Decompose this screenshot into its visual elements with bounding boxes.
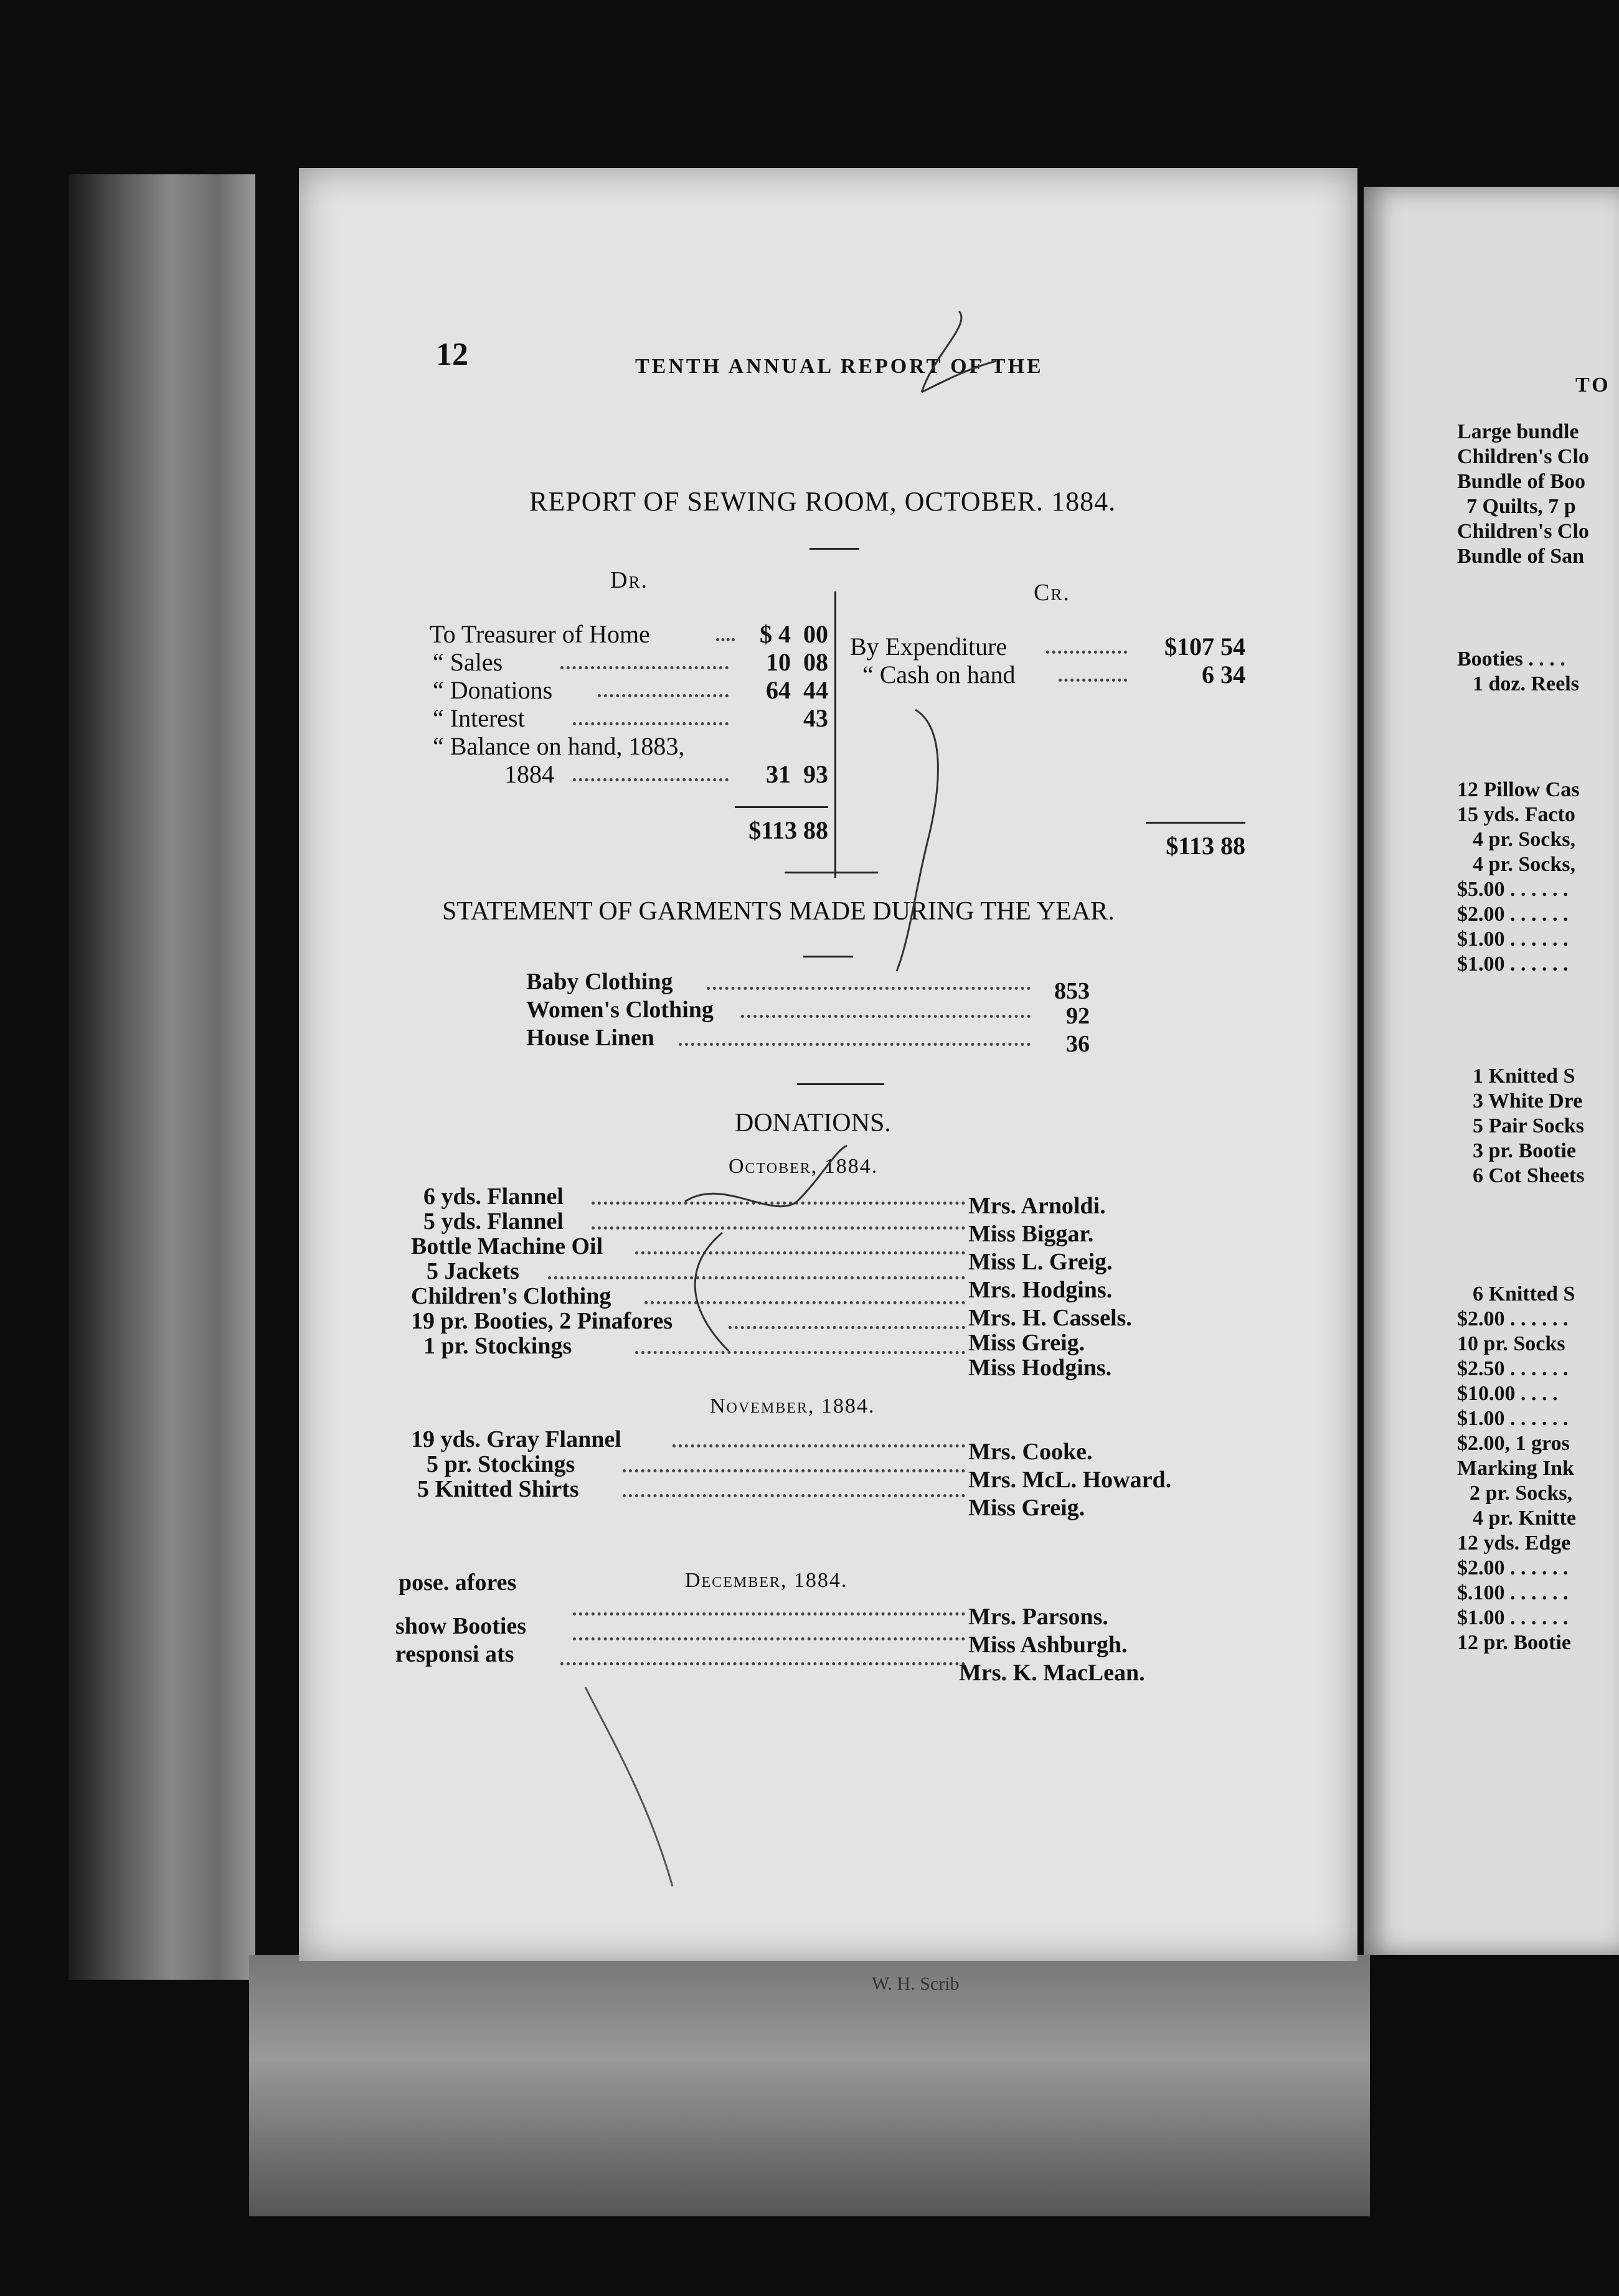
donor-name: Miss Ashburgh.	[968, 1632, 1128, 1658]
dr-row-label: 1884	[504, 760, 554, 788]
right-page-line: 4 pr. Socks,	[1473, 853, 1576, 876]
donation-item: 5 pr. Stockings	[427, 1451, 575, 1477]
dr-row-dollars: 31	[766, 760, 791, 788]
cr-total: $113 88	[1166, 832, 1245, 860]
donation-item: 6 yds. Flannel	[423, 1183, 564, 1210]
bottom-page-edge	[249, 1955, 1370, 2216]
right-page-line: $2.00 . . . . . .	[1457, 1307, 1569, 1330]
pencil-marks	[299, 168, 1357, 1961]
dr-row-label: “ Donations	[433, 676, 553, 704]
donations-title: DONATIONS.	[735, 1109, 891, 1137]
right-page-line: 1 doz. Reels	[1473, 672, 1579, 695]
book-binding	[68, 174, 255, 1980]
garment-label: Baby Clothing	[526, 969, 673, 995]
donor-name: Mrs. Arnoldi.	[968, 1193, 1106, 1219]
donation-item: 1 pr. Stockings	[423, 1333, 572, 1359]
cr-row-label: “ Cash on hand	[862, 661, 1016, 689]
donor-name: Miss Greig.	[968, 1330, 1085, 1356]
right-page-line: Marking Ink	[1457, 1457, 1574, 1480]
dr-row-cents: 93	[803, 760, 828, 788]
dr-heading: Dr.	[610, 567, 648, 593]
right-page-line: $2.00 . . . . . .	[1457, 903, 1569, 926]
garment-count: 853	[1054, 978, 1090, 1004]
right-page-line: 4 pr. Socks,	[1473, 828, 1576, 851]
donor-name: Miss Biggar.	[968, 1221, 1094, 1247]
donor-name: Miss L. Greig.	[968, 1249, 1113, 1275]
donation-item: 19 pr. Booties, 2 Pinafores	[411, 1308, 673, 1334]
dr-row-dollars: $ 4	[760, 620, 791, 648]
month-heading-october: October, 1884.	[729, 1155, 879, 1178]
donor-name: Miss Greig.	[968, 1495, 1085, 1521]
right-page-line: $1.00 . . . . . .	[1457, 953, 1569, 976]
right-page-line: 12 pr. Bootie	[1457, 1631, 1571, 1654]
right-page-line: 6 Knitted S	[1473, 1282, 1575, 1306]
dr-row-cents: 44	[803, 676, 828, 704]
donation-item: 5 Jackets	[427, 1258, 519, 1284]
right-page-line: 15 yds. Facto	[1457, 803, 1575, 826]
right-page-line: 12 Pillow Cas	[1457, 778, 1580, 801]
donation-item: pose. afores	[399, 1569, 517, 1596]
right-page-line: 4 pr. Knitte	[1473, 1507, 1576, 1530]
right-page-line: $2.00, 1 gros	[1457, 1432, 1570, 1455]
dr-row-label: To Treasurer of Home	[430, 620, 650, 648]
donation-item: 19 yds. Gray Flannel	[411, 1426, 621, 1452]
running-title: TENTH ANNUAL REPORT OF THE	[635, 355, 1044, 378]
right-page-line: $10.00 . . . .	[1457, 1382, 1558, 1405]
donation-item: Children's Clothing	[411, 1283, 611, 1309]
cr-row-label: By Expenditure	[850, 633, 1008, 661]
right-page-line: 10 pr. Socks	[1457, 1332, 1565, 1355]
donation-item: Bottle Machine Oil	[411, 1233, 603, 1259]
right-page-line: Children's Clo	[1457, 520, 1589, 543]
garment-label: Women's Clothing	[526, 997, 714, 1023]
right-page-line: 5 Pair Socks	[1473, 1114, 1584, 1137]
dr-row-cents: 43	[803, 704, 828, 732]
right-page-line: 12 yds. Edge	[1457, 1531, 1571, 1555]
cr-row-amount: $107 54	[1164, 633, 1245, 661]
donation-item: show Booties	[395, 1613, 527, 1639]
right-page-line: 3 pr. Bootie	[1473, 1139, 1576, 1162]
right-page-line: 3 White Dre	[1473, 1089, 1583, 1113]
dr-row-cents: 08	[803, 648, 828, 676]
right-page-line: Children's Clo	[1457, 445, 1589, 468]
right-page-line: $1.00 . . . . . .	[1457, 1407, 1569, 1430]
report-title: REPORT OF SEWING ROOM, OCTOBER. 1884.	[529, 486, 1116, 517]
right-page-line: 2 pr. Socks,	[1470, 1482, 1573, 1505]
donor-name: Mrs. H. Cassels.	[968, 1305, 1132, 1331]
donor-name: Mrs. Cooke.	[968, 1439, 1093, 1465]
right-page-line: Bundle of Boo	[1457, 470, 1585, 493]
right-page-line: $1.00 . . . . . .	[1457, 1606, 1569, 1629]
cr-heading: Cr.	[1034, 580, 1070, 606]
right-page-line: $1.00 . . . . . .	[1457, 928, 1569, 951]
donation-item: responsi ats	[395, 1641, 514, 1667]
right-page-line: 1 Knitted S	[1473, 1065, 1575, 1088]
garment-count: 36	[1066, 1031, 1090, 1057]
bottom-imprint: W. H. Scrib	[872, 1974, 960, 1994]
dr-row-label: “ Balance on hand, 1883,	[433, 732, 685, 760]
right-page-line: Bundle of San	[1457, 545, 1585, 568]
right-page-line: $2.00 . . . . . .	[1457, 1556, 1569, 1579]
right-page-header: TO	[1575, 374, 1611, 397]
right-page-line: $.100 . . . . . .	[1457, 1581, 1569, 1604]
donor-name: Mrs. Hodgins.	[968, 1277, 1113, 1303]
cr-row-amount: 6 34	[1202, 661, 1245, 689]
dr-row-cents: 00	[803, 620, 828, 648]
donor-name: Mrs. K. MacLean.	[959, 1660, 1145, 1686]
donation-item: 5 Knitted Shirts	[417, 1476, 579, 1502]
garment-count: 92	[1066, 1003, 1090, 1029]
left-page	[299, 168, 1357, 1961]
dr-row-dollars: 10	[766, 648, 791, 676]
right-page-line: Large bundle	[1457, 420, 1579, 443]
right-page-line: Booties . . . .	[1457, 647, 1565, 670]
right-page-line: $2.50 . . . . . .	[1457, 1357, 1569, 1380]
right-page-line: 7 Quilts, 7 p	[1466, 495, 1576, 518]
dr-total: $113 88	[748, 816, 828, 844]
donor-name: Mrs. Parsons.	[968, 1604, 1108, 1630]
garment-label: House Linen	[526, 1025, 654, 1051]
right-page-line: 6 Cot Sheets	[1473, 1164, 1585, 1187]
dr-row-dollars: 64	[766, 676, 791, 704]
dr-row-label: “ Interest	[433, 704, 525, 732]
garments-title: STATEMENT OF GARMENTS MADE DURING THE YEAR.	[442, 897, 1115, 926]
donation-item: 5 yds. Flannel	[423, 1208, 564, 1235]
month-heading-december: December, 1884.	[685, 1569, 848, 1592]
right-page-line: $5.00 . . . . . .	[1457, 878, 1569, 901]
donor-name: Mrs. McL. Howard.	[968, 1467, 1172, 1493]
page-number: 12	[436, 337, 468, 372]
right-page-fragment	[1364, 187, 1619, 1955]
donor-name: Miss Hodgins.	[968, 1355, 1112, 1381]
month-heading-november: November, 1884.	[710, 1395, 876, 1418]
dr-row-label: “ Sales	[433, 648, 503, 676]
